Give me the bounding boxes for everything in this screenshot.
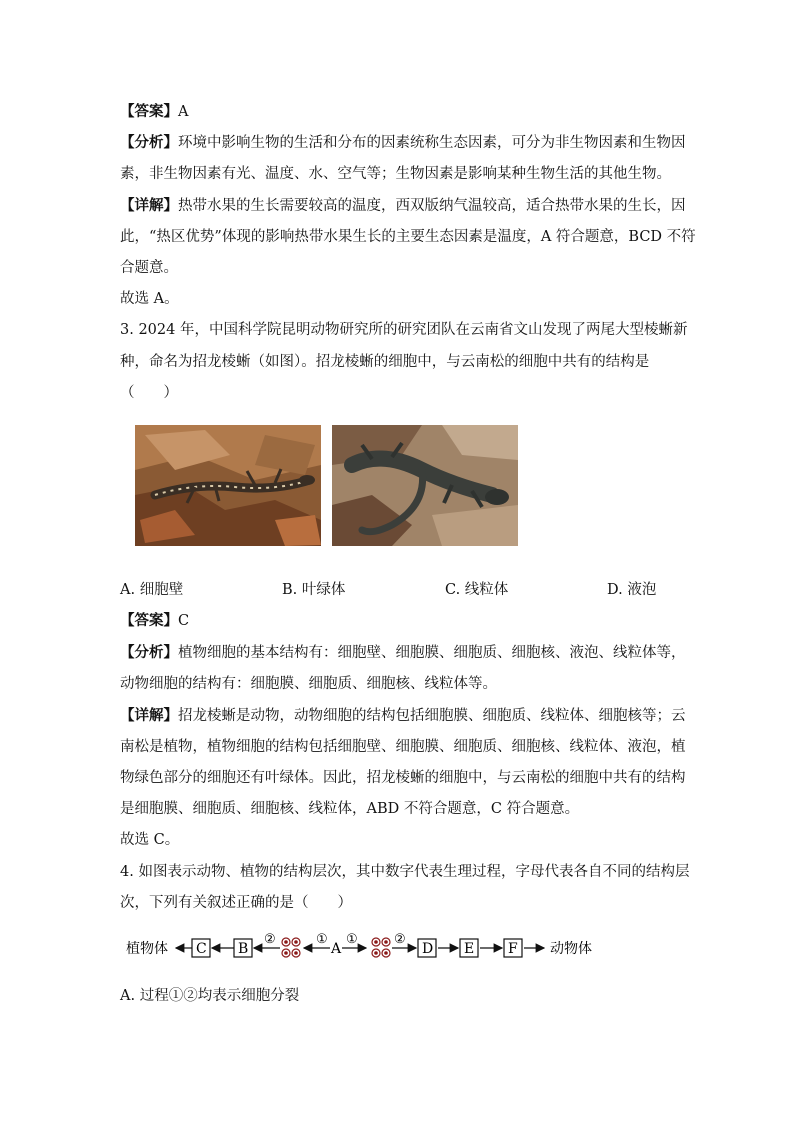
q3-stem-line-2: 种，命名为招龙棱蜥（如图）。招龙棱蜥的细胞中，与云南松的细胞中共有的结构是 [120,354,650,370]
box-b-label: B [238,941,249,957]
q3-option-c: C. 线粒体 [445,582,509,598]
cell-a-label: A [331,941,342,957]
lizard-photo-1 [135,425,321,546]
q3-option-a: A. 细胞壁 [120,582,184,598]
analysis-tag: 【分析】 [120,644,178,661]
q4-stem-line-1: 4. 如图表示动物、植物的结构层次，其中数字代表生理过程，字母代表各自不同的结构层 [120,864,690,880]
box-e-label: E [464,941,475,957]
detail-text: 招龙棱蜥是动物，动物细胞的结构包括细胞膜、细胞质、线粒体、细胞核等；云 [178,708,686,724]
animal-body-label: 动物体 [550,941,592,957]
process-1-left: ① [316,932,328,947]
q4-stem-line-2: 次，下列有关叙述正确的是（ ） [120,895,352,911]
detail-tag: 【详解】 [120,197,178,214]
q2-answer-line [120,102,188,122]
q3-stem-line-3: （ ） [120,385,178,401]
answer-tag: 【答案】 [120,103,178,120]
q3-detail-line-4: 是细胞膜、细胞质、细胞核、线粒体，ABD 不符合题意，C 符合题意。 [120,801,580,817]
box-f-label: F [508,941,518,957]
q2-analysis-line-2: 素，非生物因素有光、温度、水、空气等；生物因素是影响某种生物生活的其他生物。 [120,166,671,182]
process-2-left: ② [264,932,276,947]
analysis-tag: 【分析】 [120,134,178,151]
q3-analysis-line-1 [120,643,686,663]
q3-option-b: B. 叶绿体 [282,582,346,598]
q4-option-a: A. 过程①②均表示细胞分裂 [120,988,300,1004]
q3-detail-line-1 [120,706,686,726]
detail-tag: 【详解】 [120,707,178,724]
q3-analysis-line-2: 动物细胞的结构有：细胞膜、细胞质、细胞核、线粒体等。 [120,676,497,692]
answer-value: C [178,613,190,629]
q2-choose: 故选 A。 [120,291,179,307]
box-d-label: D [422,941,434,957]
answer-tag: 【答案】 [120,612,178,629]
process-1-right: ① [346,932,358,947]
q3-detail-line-2: 南松是植物，植物细胞的结构包括细胞壁、细胞膜、细胞质、细胞核、线粒体、液泡，植 [120,739,686,755]
analysis-text: 植物细胞的基本结构有：细胞壁、细胞膜、细胞质、细胞核、液泡、线粒体等， [178,645,686,661]
analysis-text: 环境中影响生物的生活和分布的因素统称生态因素，可分为非生物因素和生物因 [178,135,686,151]
lizard-photo-2 [332,425,518,546]
process-2-right: ② [394,932,406,947]
cell-cluster-right [372,938,390,957]
detail-text: 热带水果的生长需要较高的温度，西双版纳气温较高，适合热带水果的生长，因 [178,198,686,214]
box-c-label: C [196,941,207,957]
structure-level-diagram [120,926,640,972]
q2-detail-line-1 [120,196,686,216]
q2-detail-line-2: 此，“热区优势”体现的影响热带水果生长的主要生态因素是温度，A 符合题意，BCD 不符 [120,229,696,245]
answer-value: A [178,104,189,120]
q3-detail-line-3: 物绿色部分的细胞还有叶绿体。因此，招龙棱蜥的细胞中，与云南松的细胞中共有的结构 [120,770,686,786]
plant-body-label: 植物体 [126,941,168,957]
cell-cluster-left [282,938,300,957]
q3-stem-line-1: 3. 2024 年，中国科学院昆明动物研究所的研究团队在云南省文山发现了两尾大型棱蜥新 [120,322,688,338]
q3-answer-line [120,611,189,631]
q2-detail-line-3: 合题意。 [120,260,178,276]
q3-option-d: D. 液泡 [607,582,657,598]
q2-analysis-line-1 [120,133,686,153]
q3-choose: 故选 C。 [120,832,180,848]
